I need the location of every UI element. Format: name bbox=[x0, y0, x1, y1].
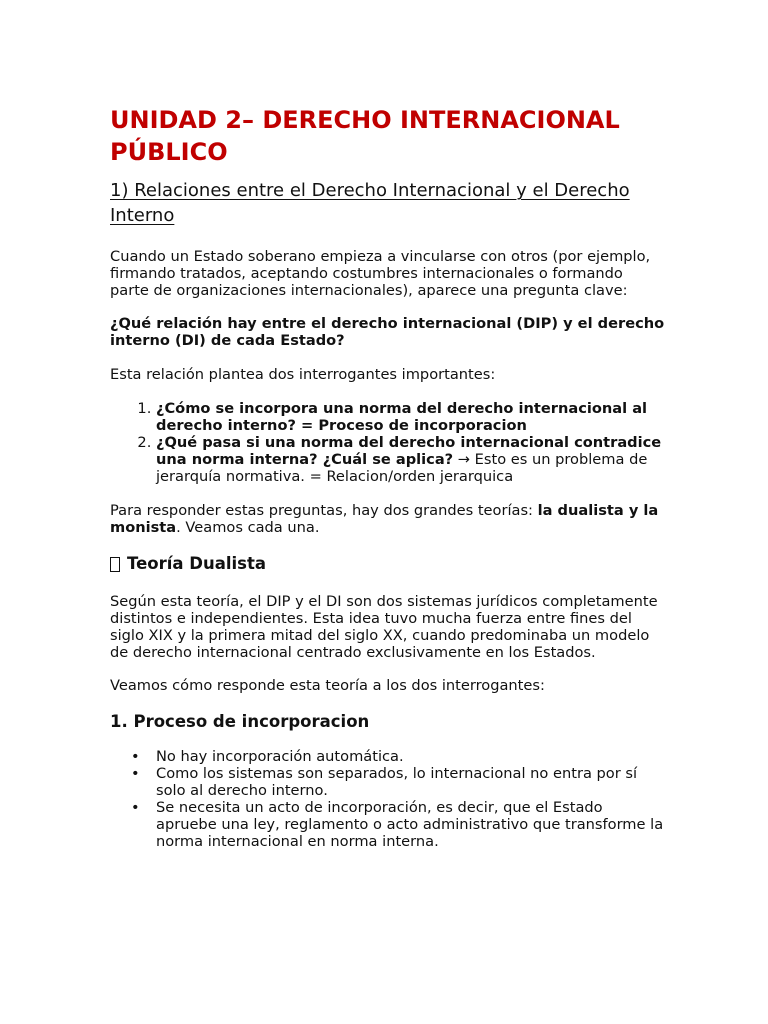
list-item bbox=[131, 748, 665, 765]
questions-list bbox=[110, 400, 665, 485]
theory-heading-text: Teoría Dualista bbox=[127, 554, 266, 573]
answer-text-before: Para responder estas preguntas, hay dos grandes teorías: bbox=[110, 502, 538, 519]
bullet-text: No hay incorporación automática. bbox=[156, 748, 404, 765]
theory-heading bbox=[110, 553, 665, 575]
document-page bbox=[110, 104, 665, 850]
document-title: UNIDAD 2– DERECHO INTERNACIONAL PÚBLICO bbox=[110, 106, 620, 166]
bullet-text: Se necesita un acto de incorporación, es decir, que el Estado apruebe una ley, reglamento o acto administrativo que transforme la norma internacional en norma interna. bbox=[156, 799, 664, 850]
list-item bbox=[156, 400, 665, 434]
list-item bbox=[131, 799, 665, 850]
theory-paragraph: Según esta teoría, el DIP y el DI son dos sistemas jurídicos completamente distintos e independientes. Esta idea tuvo mucha fuerza entre fines del siglo XIX y la primera mitad del siglo XX, cuando predominaba un modelo de derecho internacional centrado exclusivamente en los Estados. bbox=[110, 593, 658, 661]
question-bold-text: ¿Cómo se incorpora una norma del derecho internacional al derecho interno? = Proceso de incorporacion bbox=[156, 400, 648, 434]
question-normal-text: → Esto es un problema de jerarquía normativa. = Relacion/orden jerarquica bbox=[156, 451, 648, 485]
key-question: ¿Qué relación hay entre el derecho internacional (DIP) y el derecho interno (DI) de cada Estado? bbox=[110, 315, 665, 349]
list-item bbox=[156, 434, 665, 485]
veamos-paragraph: Veamos cómo responde esta teoría a los dos interrogantes: bbox=[110, 677, 545, 694]
question-bold-text: ¿Qué pasa si una norma del derecho internacional contradice una norma interna? ¿Cuál se aplica? bbox=[156, 434, 662, 468]
bullet-icon: • bbox=[131, 748, 140, 765]
bullet-icon: • bbox=[131, 799, 140, 816]
missing-glyph-box-icon bbox=[110, 557, 120, 572]
intro-paragraph: Cuando un Estado soberano empieza a vincularse con otros (por ejemplo, firmando tratados, aceptando costumbres internacionales o formando parte de organizaciones internacionales), aparece una pregunta clave: bbox=[110, 248, 651, 299]
bullet-icon: • bbox=[131, 765, 140, 782]
answer-text-bold: la dualista y la monista bbox=[110, 502, 659, 536]
list-item bbox=[131, 765, 665, 799]
bullet-text: Como los sistemas son separados, lo internacional no entra por sí solo al derecho interno. bbox=[156, 765, 638, 799]
process-heading: 1. Proceso de incorporacion bbox=[110, 712, 370, 731]
relation-paragraph: Esta relación plantea dos interrogantes importantes: bbox=[110, 366, 496, 383]
answer-text-after: . Veamos cada una. bbox=[176, 519, 320, 536]
bullet-list bbox=[110, 748, 665, 850]
section-heading: 1) Relaciones entre el Derecho Internacional y el Derecho Interno bbox=[110, 180, 630, 226]
answer-paragraph bbox=[110, 502, 665, 536]
